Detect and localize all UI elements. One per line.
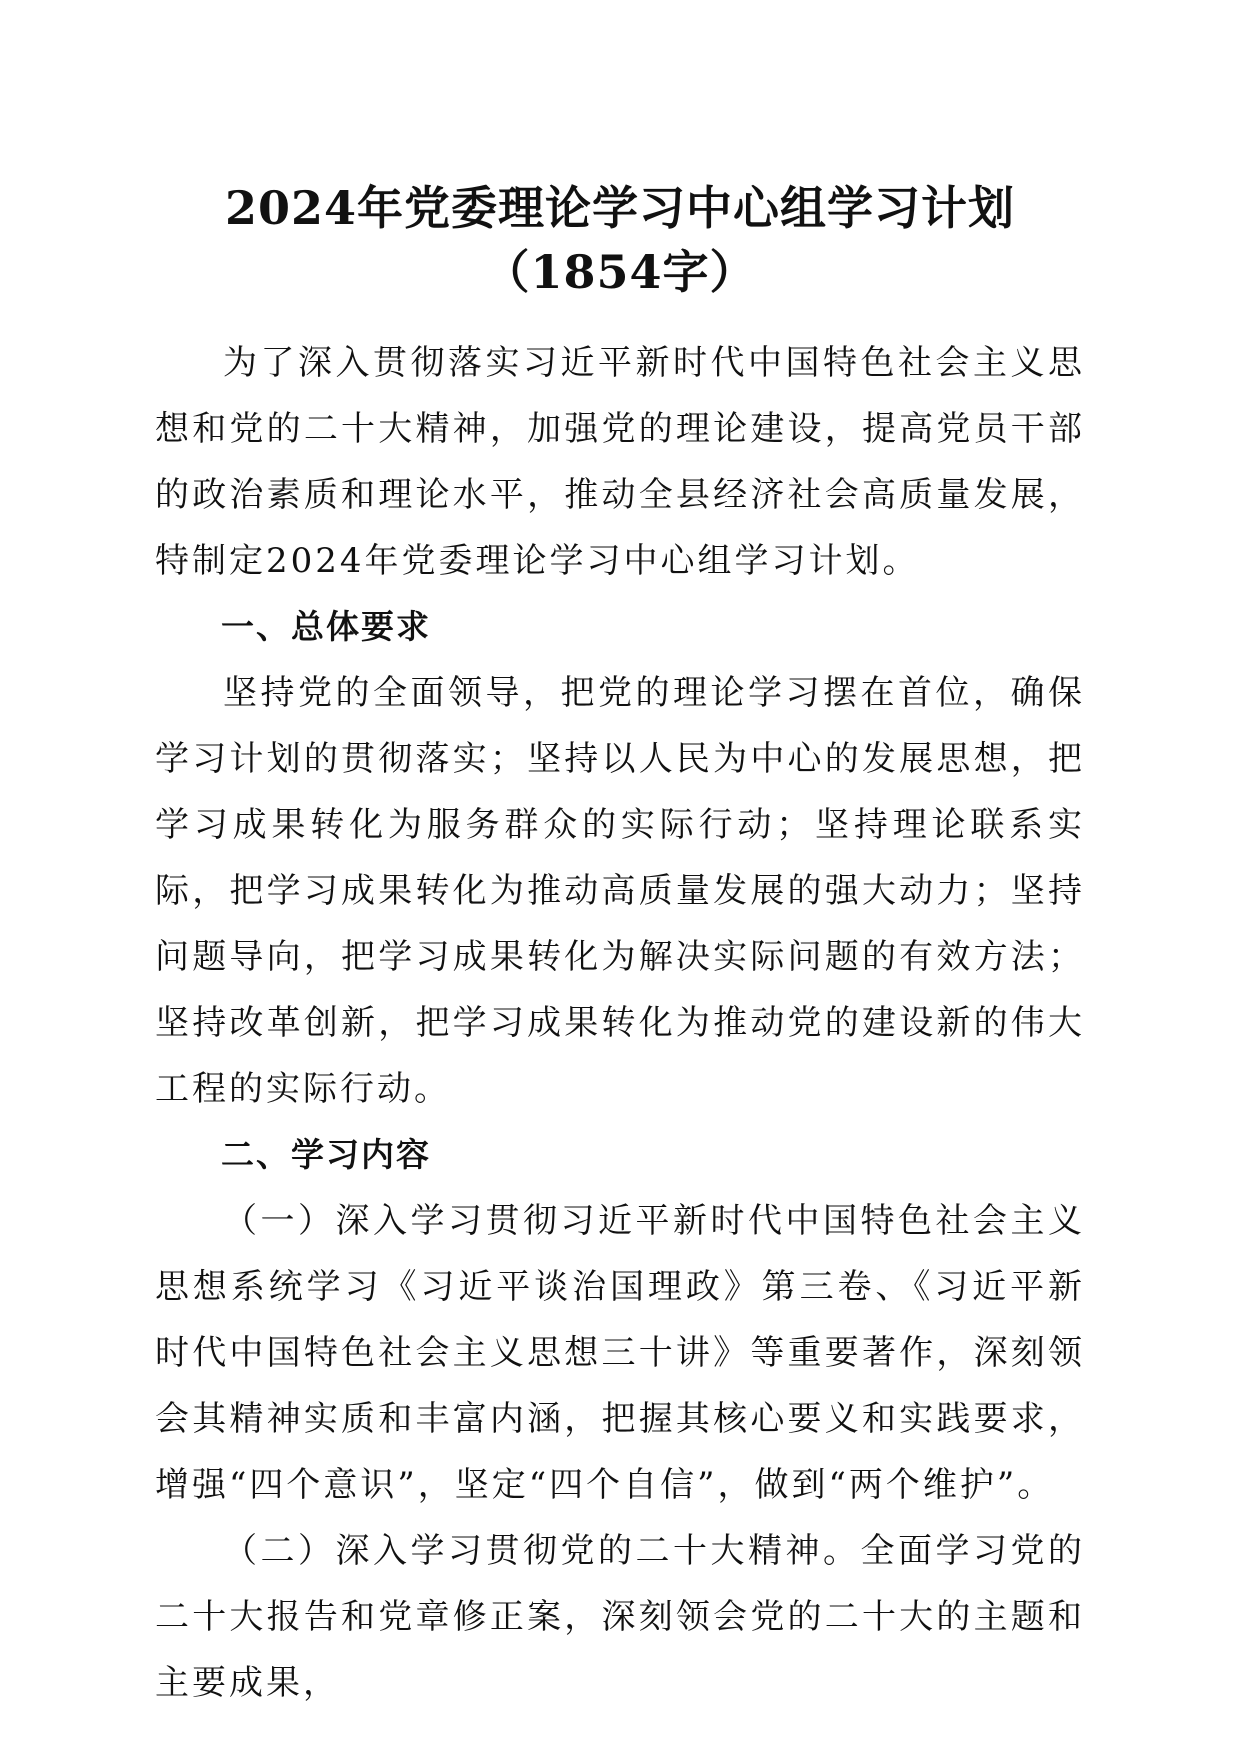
study-item-1-paragraph xyxy=(155,1188,1085,1518)
section-heading-study-content: 二、学习内容 xyxy=(221,1135,431,1174)
document-content xyxy=(155,176,1085,1716)
study-item-2-label: （二）深入学习贯彻党的二十大精神。 xyxy=(223,1531,861,1571)
document-title: 2024年党委理论学习中心组学习计划（1854字） xyxy=(224,181,1016,299)
study-item-1-body: 系统学习《习近平谈治国理政》第三卷、《习近平新时代中国特色社会主义思想三十讲》等重要著作，深刻领会其精神实质和丰富内涵，把握其核心要义和实践要求，增强“四个意识”，坚定“四个自信”，做到“两个维护”。 xyxy=(155,1267,1086,1505)
study-item-2-body: 全面学习党的二十大报告和党章修正案，深刻领会党的二十大的主题和主要成果， xyxy=(155,1531,1085,1703)
intro-paragraph: 为了深入贯彻落实习近平新时代中国特色社会主义思想和党的二十大精神，加强党的理论建设，提高党员干部的政治素质和理论水平，推动全县经济社会高质量发展，特制定2024年党委理论学习中心组学习计划。 xyxy=(155,343,1085,581)
study-item-2-paragraph xyxy=(155,1518,1085,1716)
general-requirements-paragraph: 坚持党的全面领导，把党的理论学习摆在首位，确保学习计划的贯彻落实；坚持以人民为中心的发展思想，把学习成果转化为服务群众的实际行动；坚持理论联系实际，把学习成果转化为推动高质量发展的强大动力；坚持问题导向，把学习成果转化为解决实际问题的有效方法；坚持改革创新，把学习成果转化为推动党的建设新的伟大工程的实际行动。 xyxy=(155,673,1085,1109)
study-item-1-label: （一）深入学习贯彻习近平新时代中国特色社会主义思想 xyxy=(155,1201,1085,1307)
section-heading-general-requirements: 一、总体要求 xyxy=(221,607,431,646)
